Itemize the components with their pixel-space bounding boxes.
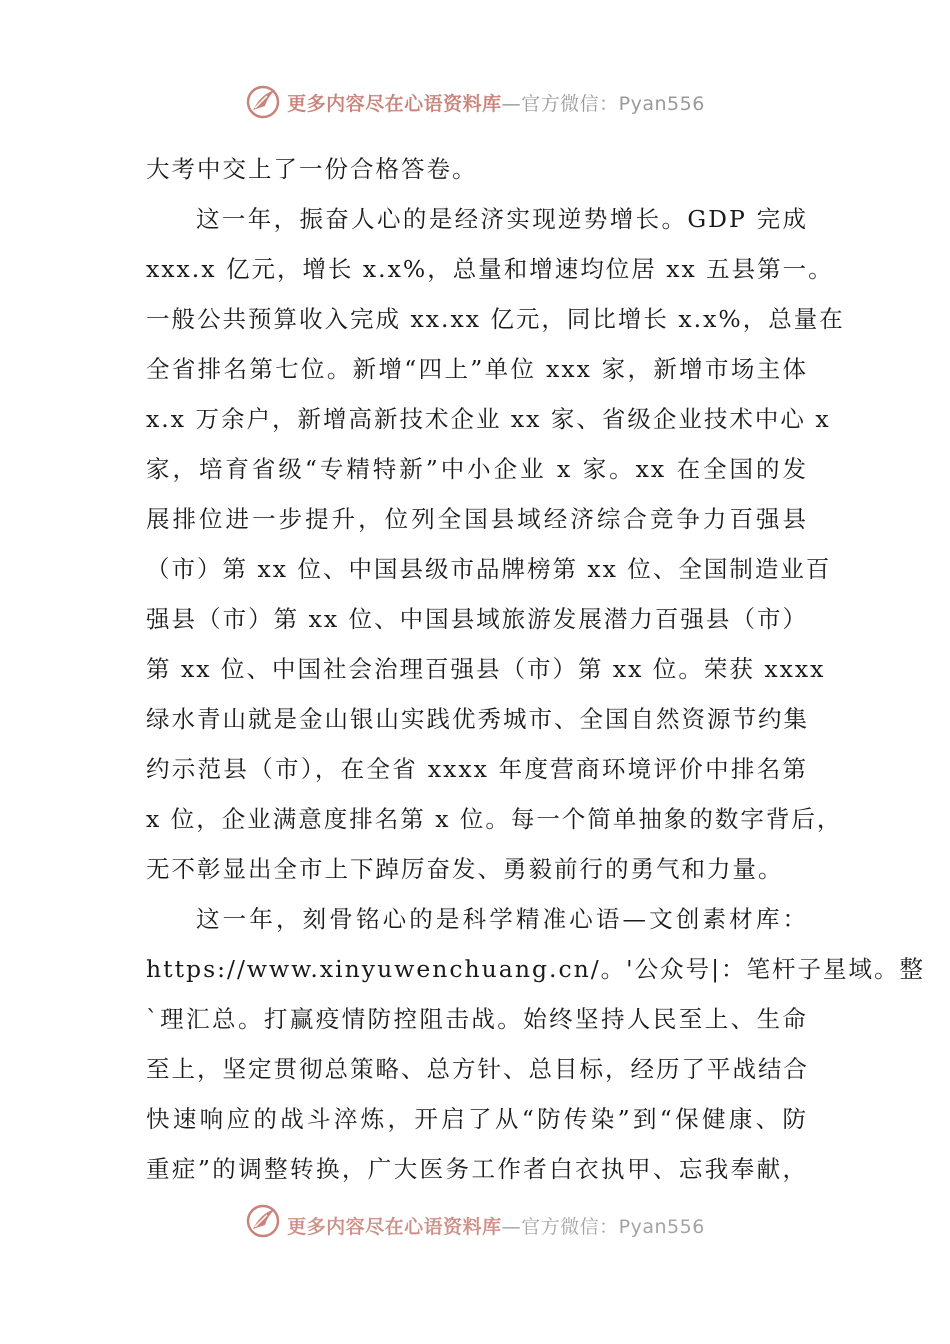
banner-text: 更多内容尽在心语资料库—官方微信：Pyan556: [287, 1215, 705, 1238]
text-line: 至上，坚定贯彻总策略、总方针、总目标，经历了平战结合: [146, 1055, 809, 1083]
text-line: https://www.xinyuwenchuang.cn/。'公众号|：笔杆子星域。整: [146, 955, 926, 983]
text-line: 第 xx 位、中国社会治理百强县（市）第 xx 位。荣获 xxxx: [146, 655, 826, 683]
text-line: xxx.x 亿元，增长 x.x%，总量和增速均位居 xx 五县第一。: [146, 255, 834, 283]
pen-nib-circle-icon: [245, 84, 281, 120]
text-line: 快速响应的战斗淬炼，开启了从“防传染”到“保健康、防: [146, 1105, 808, 1133]
pen-nib-circle-icon: [245, 1203, 281, 1239]
text-line: 约示范县（市），在全省 xxxx 年度营商环境评价中排名第: [146, 755, 808, 783]
document-body: [146, 144, 926, 1194]
text-line: 重症”的调整转换，广大医务工作者白衣执甲、忘我奉献，: [146, 1155, 808, 1183]
text-line: `理汇总。打赢疫情防控阻击战。始终坚持人民至上、生命: [146, 1005, 808, 1033]
text-line: 绿水青山就是金山银山实践优秀城市、全国自然资源节约集: [146, 705, 809, 733]
text-line: （市）第 xx 位、中国县级市品牌榜第 xx 位、全国制造业百: [146, 555, 832, 583]
banner-text: 更多内容尽在心语资料库—官方微信：Pyan556: [287, 92, 705, 115]
text-line: 家，培育省级“专精特新”中小企业 x 家。xx 在全国的发: [146, 455, 808, 483]
header-banner: [0, 82, 950, 122]
paragraph-first-line: 这一年，振奋人心的是经济实现逆势增长。GDP 完成: [196, 205, 808, 233]
paragraph-first-line: 这一年，刻骨铭心的是科学精准心语—文创素材库：: [196, 905, 808, 933]
text-line: x.x 万余户，新增高新技术企业 xx 家、省级企业技术中心 x: [146, 405, 831, 433]
text-line: 展排位进一步提升，位列全国县域经济综合竞争力百强县: [146, 505, 808, 533]
text-line: 强县（市）第 xx 位、中国县域旅游发展潜力百强县（市）: [146, 605, 808, 633]
text-line: 无不彰显出全市上下踔厉奋发、勇毅前行的勇气和力量。: [146, 855, 784, 883]
footer-banner: [0, 1204, 950, 1238]
text-line: x 位，企业满意度排名第 x 位。每一个简单抽象的数字背后，: [146, 805, 843, 833]
text-line: 大考中交上了一份合格答卷。: [146, 155, 478, 183]
text-line: 全省排名第七位。新增“四上”单位 xxx 家，新增市场主体: [146, 355, 808, 383]
text-line: 一般公共预算收入完成 xx.xx 亿元，同比增长 x.x%，总量在: [146, 305, 845, 333]
